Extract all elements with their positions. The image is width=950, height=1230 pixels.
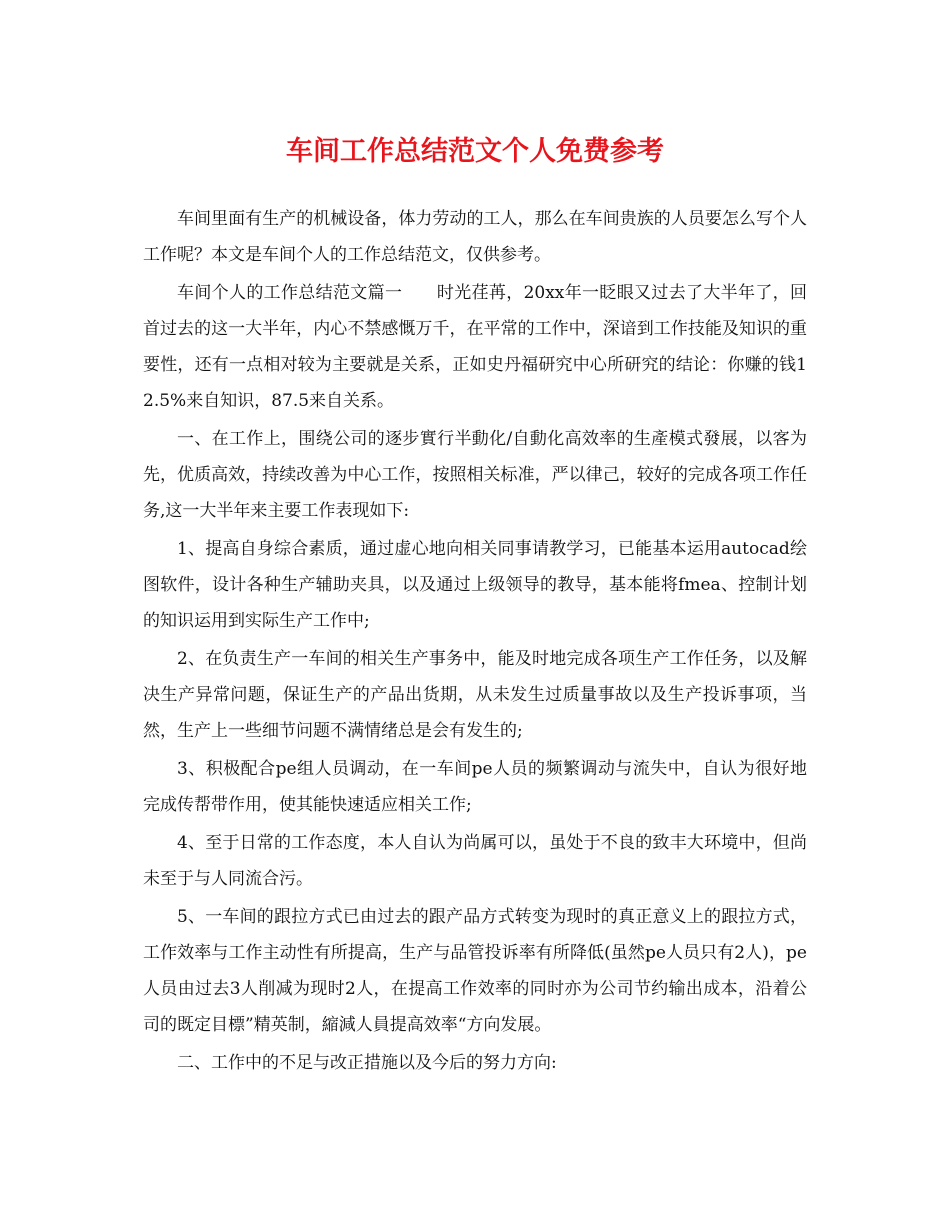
document-body (143, 201, 807, 1083)
document-title: 车间工作总结范文个人免费参考 (286, 136, 664, 167)
paragraph-item-4: 4、至于日常的工作态度，本人自认为尚属可以，虽处于不良的致丰大环境中，但尚未至于与人同流合污。 (143, 833, 807, 889)
paragraph-article-one: 车间个人的工作总结范文篇一 时光荏苒，20xx年一眨眼又过去了大半年了，回首过去的这一大半年，内心不禁感慨万千，在平常的工作中，深谙到工作技能及知识的重要性，还有一点相对较为主要就是关系，正如史丹福研究中心所研究的结论：你赚的钱12.5%来自知识，87.5来自关系。 (143, 283, 807, 411)
paragraph-section-two: 二、工作中的不足与改正措施以及今后的努力方向: (177, 1053, 557, 1073)
paragraph-item-3: 3、积极配合pe组人员调动，在一车间pe人员的频繁调动与流失中，自认为很好地完成传帮带作用，使其能快速适应相关工作; (143, 759, 807, 815)
paragraph-item-1: 1、提高自身综合素质，通过虚心地向相关同事请教学习，已能基本运用autocad绘图软件，设计各种生产辅助夹具，以及通过上级领导的教导，基本能将fmea、控制计划的知识运用到实际生产工作中; (143, 539, 807, 631)
paragraph-item-5: 5、一车间的跟拉方式已由过去的跟产品方式转变为现时的真正意义上的跟拉方式，工作效率与工作主动性有所提高，生产与品管投诉率有所降低(虽然pe人员只有2人)，pe人员由过去3人削减为现时2人，在提高工作效率的同时亦为公司节约输出成本，沿着公司的既定目標”精英制，縮減人員提高效率“方向发展。 (143, 907, 807, 1035)
paragraph-item-2: 2、在负责生产一车间的相关生产事务中，能及时地完成各项生产工作任务，以及解决生产异常问题，保证生产的产品出货期，从未发生过质量事故以及生产投诉事项，当然，生产上一些细节问题不满情绪总是会有发生的; (143, 649, 807, 741)
paragraph-intro: 车间里面有生产的机械设备，体力劳动的工人，那么在车间贵族的人员要怎么写个人工作呢？本文是车间个人的工作总结范文，仅供参考。 (143, 209, 807, 265)
paragraph-section-one: 一、在工作上，围绕公司的逐步實行半動化/自動化高效率的生產模式發展，以客为先，优质高效，持续改善为中心工作，按照相关标准，严以律己，较好的完成各项工作任务,这一大半年来主要工作表现如下: (143, 429, 807, 521)
